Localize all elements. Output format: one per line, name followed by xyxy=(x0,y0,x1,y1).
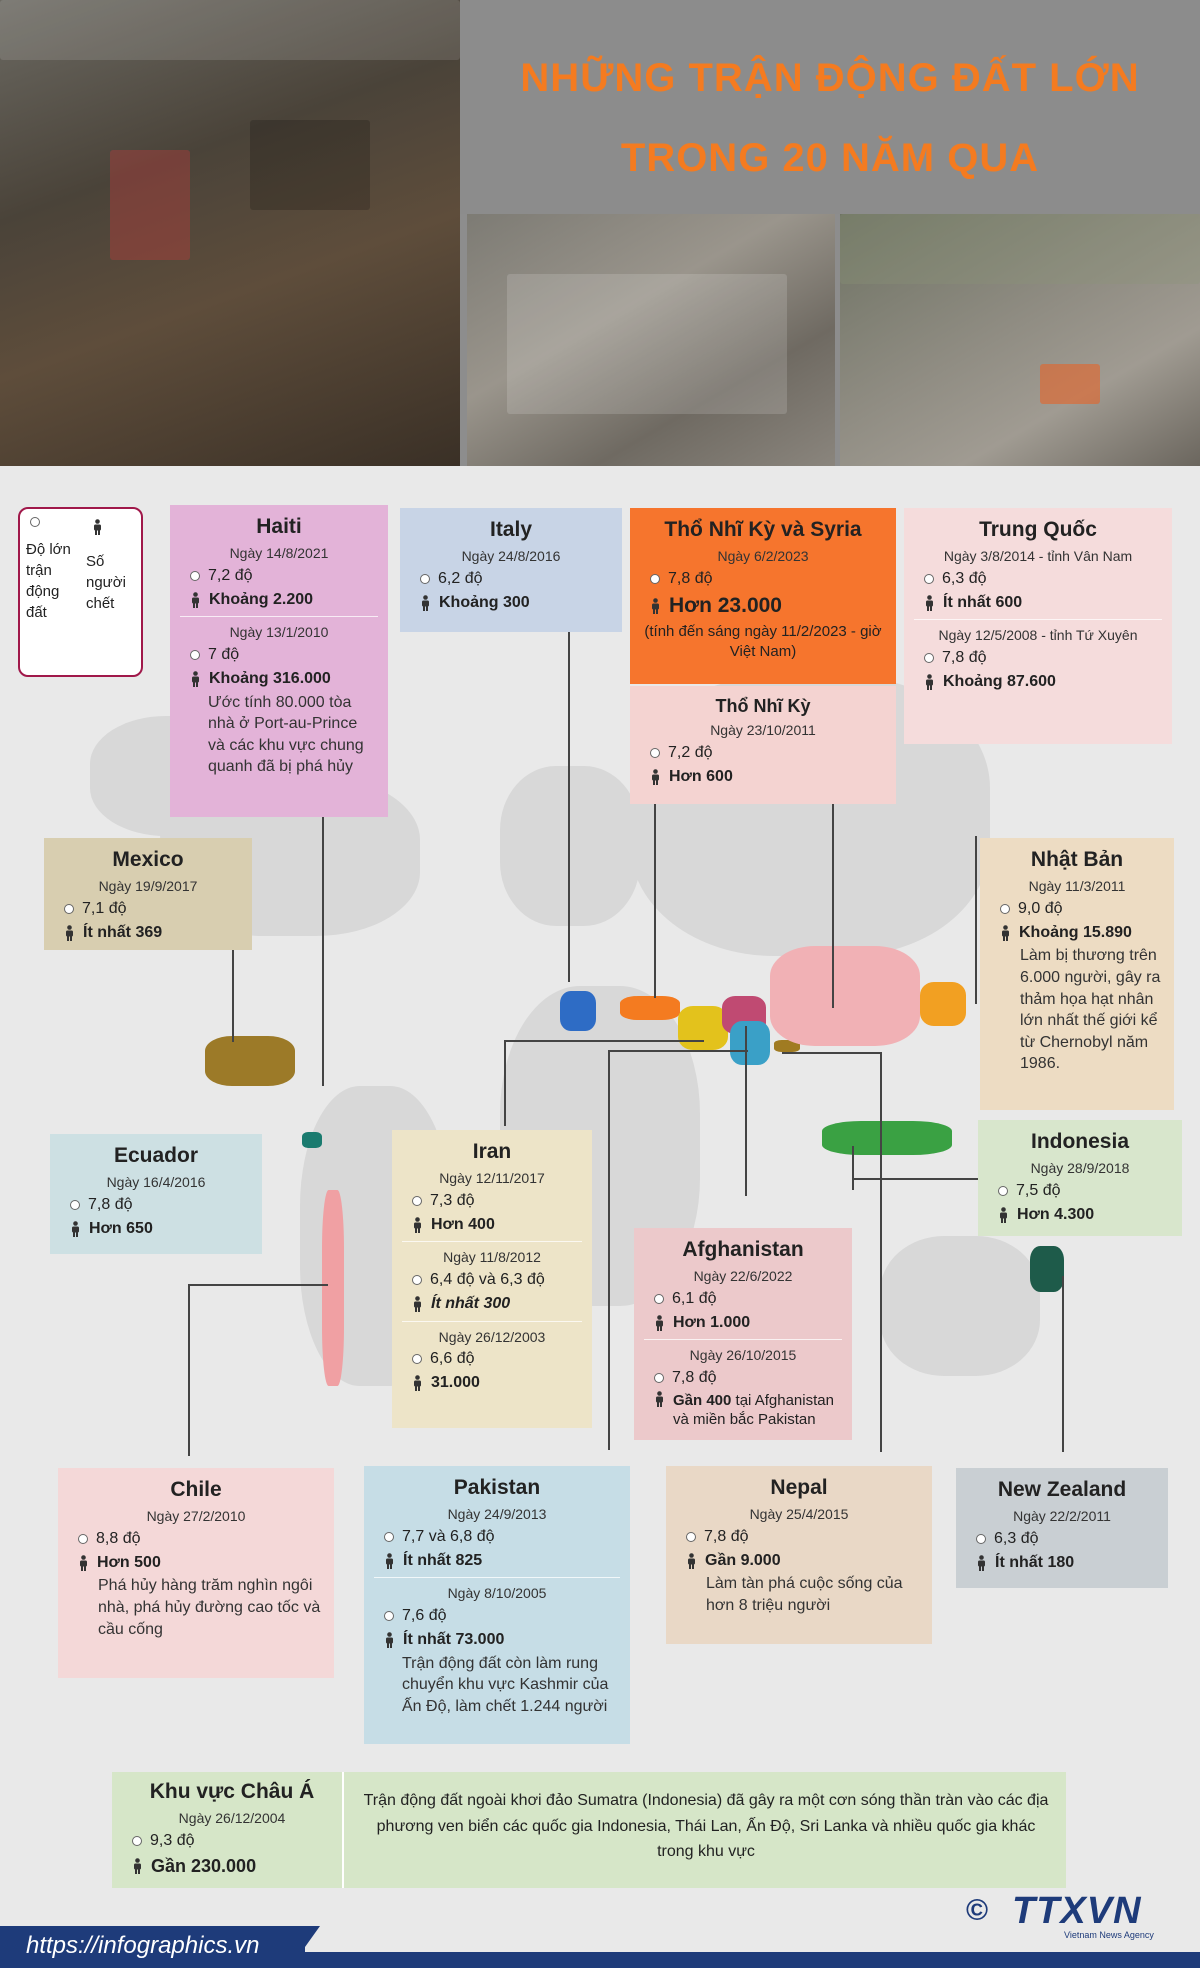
afghanistan-box xyxy=(634,1228,852,1440)
sky-shade xyxy=(0,0,460,60)
person-icon xyxy=(650,769,661,785)
turkey-date: Ngày 23/10/2011 xyxy=(710,722,816,739)
iran-deaths-1: Hơn 400 xyxy=(431,1215,495,1233)
person-icon xyxy=(190,671,201,687)
pakistan-shape xyxy=(730,1021,770,1065)
magnitude-circle-icon xyxy=(190,650,200,660)
iran-magnitude-2: 6,4 độ và 6,3 độ xyxy=(430,1271,545,1289)
mexico-deaths: Ít nhất 369 xyxy=(83,923,163,941)
person-icon xyxy=(190,592,201,608)
photo-rubble-excavator xyxy=(840,214,1200,466)
divider xyxy=(342,1772,344,1888)
italy-title: Italy xyxy=(489,518,533,541)
building-shape xyxy=(250,120,370,210)
pakistan-connector-h xyxy=(608,1050,748,1052)
chile-connector-h xyxy=(188,1284,328,1286)
japan-shape xyxy=(920,982,966,1026)
pakistan-magnitude-2: 7,6 độ xyxy=(402,1607,447,1625)
italy-magnitude: 6,2 độ xyxy=(438,570,483,588)
asia-left-panel xyxy=(122,1778,342,1880)
asia-note: Trận động đất ngoài khơi đảo Sumatra (Indonesia) đã gây ra một cơn sóng thần tràn vào các địa phương ven biển các quốc gia Indonesia, Thái Lan, Ấn Độ, Sri Lanka và nhiều quốc gia khác trong khu vực xyxy=(363,1792,1049,1861)
person-icon xyxy=(412,1296,423,1312)
turkey-syria-note: (tính đến sáng ngày 11/2/2023 - giờ Việt Nam) xyxy=(644,623,882,661)
magnitude-circle-icon xyxy=(1000,904,1010,914)
italy-date: Ngày 24/8/2016 xyxy=(461,548,561,565)
magnitude-circle-icon xyxy=(650,748,660,758)
japan-connector xyxy=(975,836,977,1004)
divider xyxy=(914,619,1162,620)
magnitude-circle-icon xyxy=(998,1186,1008,1196)
haiti-magnitude-1: 7,2 độ xyxy=(208,567,253,585)
mexico-magnitude: 7,1 độ xyxy=(82,900,127,918)
japan-date: Ngày 11/3/2011 xyxy=(1028,878,1126,895)
china-magnitude-2: 7,8 độ xyxy=(942,649,987,667)
turkey-syria-date: Ngày 6/2/2023 xyxy=(717,548,809,565)
asia-date: Ngày 26/12/2004 xyxy=(178,1810,286,1827)
page-title-line-1: NHỮNG TRẬN ĐỘNG ĐẤT LỚN xyxy=(520,56,1140,100)
new-zealand-date: Ngày 22/2/2011 xyxy=(1013,1508,1111,1525)
chile-box xyxy=(58,1468,334,1678)
new-zealand-title: New Zealand xyxy=(997,1478,1127,1501)
turkey-title: Thổ Nhĩ Kỳ xyxy=(715,696,811,716)
nepal-note: Làm tàn phá cuộc sống của hơn 8 triệu người xyxy=(706,1575,903,1615)
page-title-line-2: TRONG 20 NĂM QUA xyxy=(620,136,1040,180)
europe-land xyxy=(500,766,640,926)
japan-box xyxy=(980,838,1174,1110)
pakistan-date-1: Ngày 24/9/2013 xyxy=(447,1506,547,1523)
afghanistan-deaths-1: Hơn 1.000 xyxy=(673,1313,751,1331)
asia-title: Khu vực Châu Á xyxy=(149,1780,315,1803)
magnitude-circle-icon xyxy=(924,653,934,663)
chile-shape xyxy=(322,1190,344,1386)
indonesia-title: Indonesia xyxy=(1030,1130,1130,1153)
magnitude-circle-icon xyxy=(650,574,660,584)
person-icon xyxy=(924,595,935,611)
person-icon xyxy=(384,1553,395,1569)
china-date-1: Ngày 3/8/2014 - tỉnh Vân Nam xyxy=(943,548,1133,565)
turkey-box xyxy=(630,686,896,804)
person-icon xyxy=(412,1217,423,1233)
agency-sub: Vietnam News Agency xyxy=(1064,1930,1154,1940)
nepal-magnitude: 7,8 độ xyxy=(704,1528,749,1546)
new-zealand-connector xyxy=(1062,1276,1064,1452)
turkey-magnitude: 7,2 độ xyxy=(668,744,713,762)
person-icon xyxy=(412,1375,423,1391)
haiti-title: Haiti xyxy=(256,515,302,538)
magnitude-circle-icon xyxy=(976,1534,986,1544)
pakistan-magnitude-1: 7,7 và 6,8 độ xyxy=(402,1528,495,1546)
haiti-note: Ước tính 80.000 tòa nhà ở Port-au-Prince và các khu vực chung quanh đã bị phá hủy xyxy=(208,693,364,776)
italy-shape xyxy=(560,991,596,1031)
haiti-box xyxy=(170,505,388,817)
china-deaths-1: Ít nhất 600 xyxy=(943,593,1023,611)
person-icon xyxy=(654,1391,665,1407)
pakistan-date-2: Ngày 8/10/2005 xyxy=(447,1585,547,1602)
person-icon xyxy=(64,925,75,941)
person-icon xyxy=(998,1207,1009,1223)
iran-deaths-2: Ít nhất 300 xyxy=(431,1294,511,1312)
magnitude-circle-icon xyxy=(384,1611,394,1621)
new-zealand-deaths: Ít nhất 180 xyxy=(995,1553,1075,1571)
magnitude-circle-icon xyxy=(78,1534,88,1544)
divider xyxy=(402,1321,582,1322)
iran-shape xyxy=(678,1006,728,1050)
afghanistan-deaths-2-suffix: tại Afghanistan và miền bắc Pakistan xyxy=(673,1391,834,1429)
divider xyxy=(402,1241,582,1242)
china-box xyxy=(904,508,1172,744)
legend-deaths-label: Số người chết xyxy=(86,553,126,612)
mexico-date: Ngày 19/9/2017 xyxy=(98,878,198,895)
person-icon xyxy=(976,1555,987,1571)
haiti-magnitude-2: 7 độ xyxy=(208,646,240,664)
divider xyxy=(374,1577,620,1578)
mexico-box xyxy=(44,838,252,950)
magnitude-circle-icon xyxy=(384,1532,394,1542)
nepal-connector-h xyxy=(782,1052,882,1054)
photo-tsunami-aftermath xyxy=(0,0,460,466)
new-zealand-box xyxy=(956,1468,1168,1588)
indonesia-deaths: Hơn 4.300 xyxy=(1017,1205,1095,1223)
magnitude-circle-icon xyxy=(412,1354,422,1364)
indonesia-connector-v xyxy=(852,1146,854,1190)
turkey-deaths: Hơn 600 xyxy=(669,767,733,785)
nepal-date: Ngày 25/4/2015 xyxy=(749,1506,849,1523)
person-icon xyxy=(654,1315,665,1331)
italy-deaths: Khoảng 300 xyxy=(439,593,530,611)
person-icon xyxy=(1000,925,1011,941)
footer-strip xyxy=(305,1952,1200,1968)
mexico-connector xyxy=(232,948,234,1042)
magnitude-circle-icon xyxy=(924,574,934,584)
ecuador-title: Ecuador xyxy=(113,1144,199,1167)
legend-magnitude-label: Độ lớn trận động đất xyxy=(26,541,71,621)
iran-date-1: Ngày 12/11/2017 xyxy=(439,1170,545,1187)
japan-deaths: Khoảng 15.890 xyxy=(1019,923,1132,941)
iran-magnitude-1: 7,3 độ xyxy=(430,1192,475,1210)
person-icon xyxy=(92,519,103,535)
hill-shade xyxy=(840,214,1200,284)
header xyxy=(0,0,1200,466)
chile-deaths: Hơn 500 xyxy=(97,1553,161,1571)
chile-title: Chile xyxy=(170,1478,222,1501)
photo-rubble-aerial xyxy=(467,214,835,466)
haiti-deaths-2: Khoảng 316.000 xyxy=(209,669,331,687)
afghanistan-date-2: Ngày 26/10/2015 xyxy=(689,1347,797,1364)
china-date-2: Ngày 12/5/2008 - tỉnh Tứ Xuyên xyxy=(938,627,1138,644)
turkey-connector xyxy=(654,802,656,998)
rubble-shade xyxy=(507,274,787,414)
iran-connector-v xyxy=(504,1040,506,1126)
magnitude-circle-icon xyxy=(190,571,200,581)
magnitude-circle-icon xyxy=(64,904,74,914)
turkey-shape xyxy=(620,996,680,1020)
iran-title: Iran xyxy=(472,1140,512,1163)
turkey-syria-box xyxy=(630,508,896,684)
pakistan-title: Pakistan xyxy=(453,1476,541,1499)
person-icon xyxy=(78,1555,89,1571)
person-icon xyxy=(924,674,935,690)
iran-date-2: Ngày 11/8/2012 xyxy=(443,1249,541,1266)
chile-connector-v xyxy=(188,1284,190,1456)
new-zealand-shape xyxy=(1030,1246,1064,1292)
iran-date-3: Ngày 26/12/2003 xyxy=(438,1328,546,1345)
nepal-box xyxy=(666,1466,932,1644)
title-area xyxy=(460,0,1200,214)
ecuador-shape xyxy=(302,1132,322,1148)
person-icon xyxy=(686,1553,697,1569)
magnitude-circle-icon xyxy=(420,574,430,584)
asia-deaths: Gần 230.000 xyxy=(151,1855,257,1876)
ship-shape xyxy=(110,150,190,260)
pakistan-box xyxy=(364,1466,630,1744)
agency-logo: TTXVN xyxy=(1012,1890,1142,1932)
afghanistan-magnitude-2: 7,8 độ xyxy=(672,1369,717,1387)
indonesia-magnitude: 7,5 độ xyxy=(1016,1182,1061,1200)
divider xyxy=(644,1339,842,1340)
ecuador-magnitude: 7,8 độ xyxy=(88,1196,133,1214)
person-icon xyxy=(132,1858,143,1874)
haiti-deaths-1: Khoảng 2.200 xyxy=(209,590,314,608)
asia-magnitude: 9,3 độ xyxy=(150,1832,195,1850)
nepal-title: Nepal xyxy=(770,1476,828,1499)
italy-box xyxy=(400,508,622,632)
chile-magnitude: 8,8 độ xyxy=(96,1530,141,1548)
italy-connector xyxy=(568,630,570,982)
divider xyxy=(180,616,378,617)
iran-magnitude-3: 6,6 độ xyxy=(430,1350,475,1368)
haiti-date-1: Ngày 14/8/2021 xyxy=(229,545,329,562)
japan-title: Nhật Bản xyxy=(1030,848,1124,871)
indonesia-shape xyxy=(822,1121,952,1155)
magnitude-circle-icon xyxy=(654,1373,664,1383)
pakistan-deaths-1: Ít nhất 825 xyxy=(403,1551,483,1569)
turkey-syria-deaths: Hơn 23.000 xyxy=(669,593,782,617)
copyright-icon: © xyxy=(966,1894,989,1927)
japan-magnitude: 9,0 độ xyxy=(1018,900,1063,918)
australia-land xyxy=(880,1236,1040,1376)
nepal-deaths: Gần 9.000 xyxy=(705,1551,781,1569)
indonesia-connector-h xyxy=(852,1178,978,1180)
magnitude-circle-icon xyxy=(686,1532,696,1542)
asia-box xyxy=(112,1772,1066,1888)
person-icon xyxy=(384,1632,395,1648)
ecuador-deaths: Hơn 650 xyxy=(89,1219,153,1237)
afghanistan-date-1: Ngày 22/6/2022 xyxy=(693,1268,793,1285)
indonesia-box xyxy=(978,1120,1182,1236)
footer-url[interactable]: https://infographics.vn xyxy=(0,1926,305,1968)
magnitude-circle-icon xyxy=(654,1294,664,1304)
ecuador-date: Ngày 16/4/2016 xyxy=(106,1174,206,1191)
china-magnitude-1: 6,3 độ xyxy=(942,570,987,588)
indonesia-date: Ngày 28/9/2018 xyxy=(1030,1160,1130,1177)
iran-connector-h xyxy=(504,1040,704,1042)
pakistan-connector-v xyxy=(608,1050,610,1450)
chile-date: Ngày 27/2/2010 xyxy=(146,1508,246,1525)
haiti-connector xyxy=(322,816,324,1086)
china-title: Trung Quốc xyxy=(979,518,1097,541)
turkey-syria-title: Thổ Nhĩ Kỳ và Syria xyxy=(664,518,862,541)
magnitude-circle-icon xyxy=(412,1275,422,1285)
afghanistan-title: Afghanistan xyxy=(682,1238,804,1261)
magnitude-circle-icon xyxy=(412,1196,422,1206)
pakistan-note: Trận động đất còn làm rung chuyển khu vực Kashmir của Ấn Độ, làm chết 1.244 người xyxy=(402,1654,609,1715)
mexico-shape xyxy=(205,1036,295,1086)
legend xyxy=(18,507,143,677)
iran-deaths-3: 31.000 xyxy=(431,1373,480,1391)
mexico-title: Mexico xyxy=(112,848,184,871)
turkey-syria-magnitude: 7,8 độ xyxy=(668,570,713,588)
person-icon xyxy=(70,1221,81,1237)
haiti-date-2: Ngày 13/1/2010 xyxy=(229,624,329,641)
person-icon xyxy=(650,598,661,614)
china-deaths-2: Khoảng 87.600 xyxy=(943,672,1056,690)
pakistan-deaths-2: Ít nhất 73.000 xyxy=(403,1630,505,1648)
magnitude-circle-icon xyxy=(70,1200,80,1210)
ecuador-box xyxy=(50,1134,262,1254)
afghanistan-magnitude-1: 6,1 độ xyxy=(672,1290,717,1308)
afghanistan-deaths-2: Gần 400 xyxy=(673,1391,732,1409)
magnitude-circle-icon xyxy=(30,517,40,527)
excavator-shape xyxy=(1040,364,1100,404)
chile-note: Phá hủy hàng trăm nghìn ngôi nhà, phá hủy đường cao tốc và cầu cống xyxy=(98,1577,321,1638)
magnitude-circle-icon xyxy=(132,1836,142,1846)
person-icon xyxy=(420,595,431,611)
new-zealand-magnitude: 6,3 độ xyxy=(994,1530,1039,1548)
iran-box xyxy=(392,1130,592,1428)
afghanistan-connector xyxy=(745,1026,747,1196)
japan-note: Làm bị thương trên 6.000 người, gây ra thảm họa hạt nhân lớn nhất thế giới kể từ Chernobyl năm 1986. xyxy=(1020,947,1161,1073)
china-shape xyxy=(770,946,920,1046)
nepal-connector-v xyxy=(880,1052,882,1452)
